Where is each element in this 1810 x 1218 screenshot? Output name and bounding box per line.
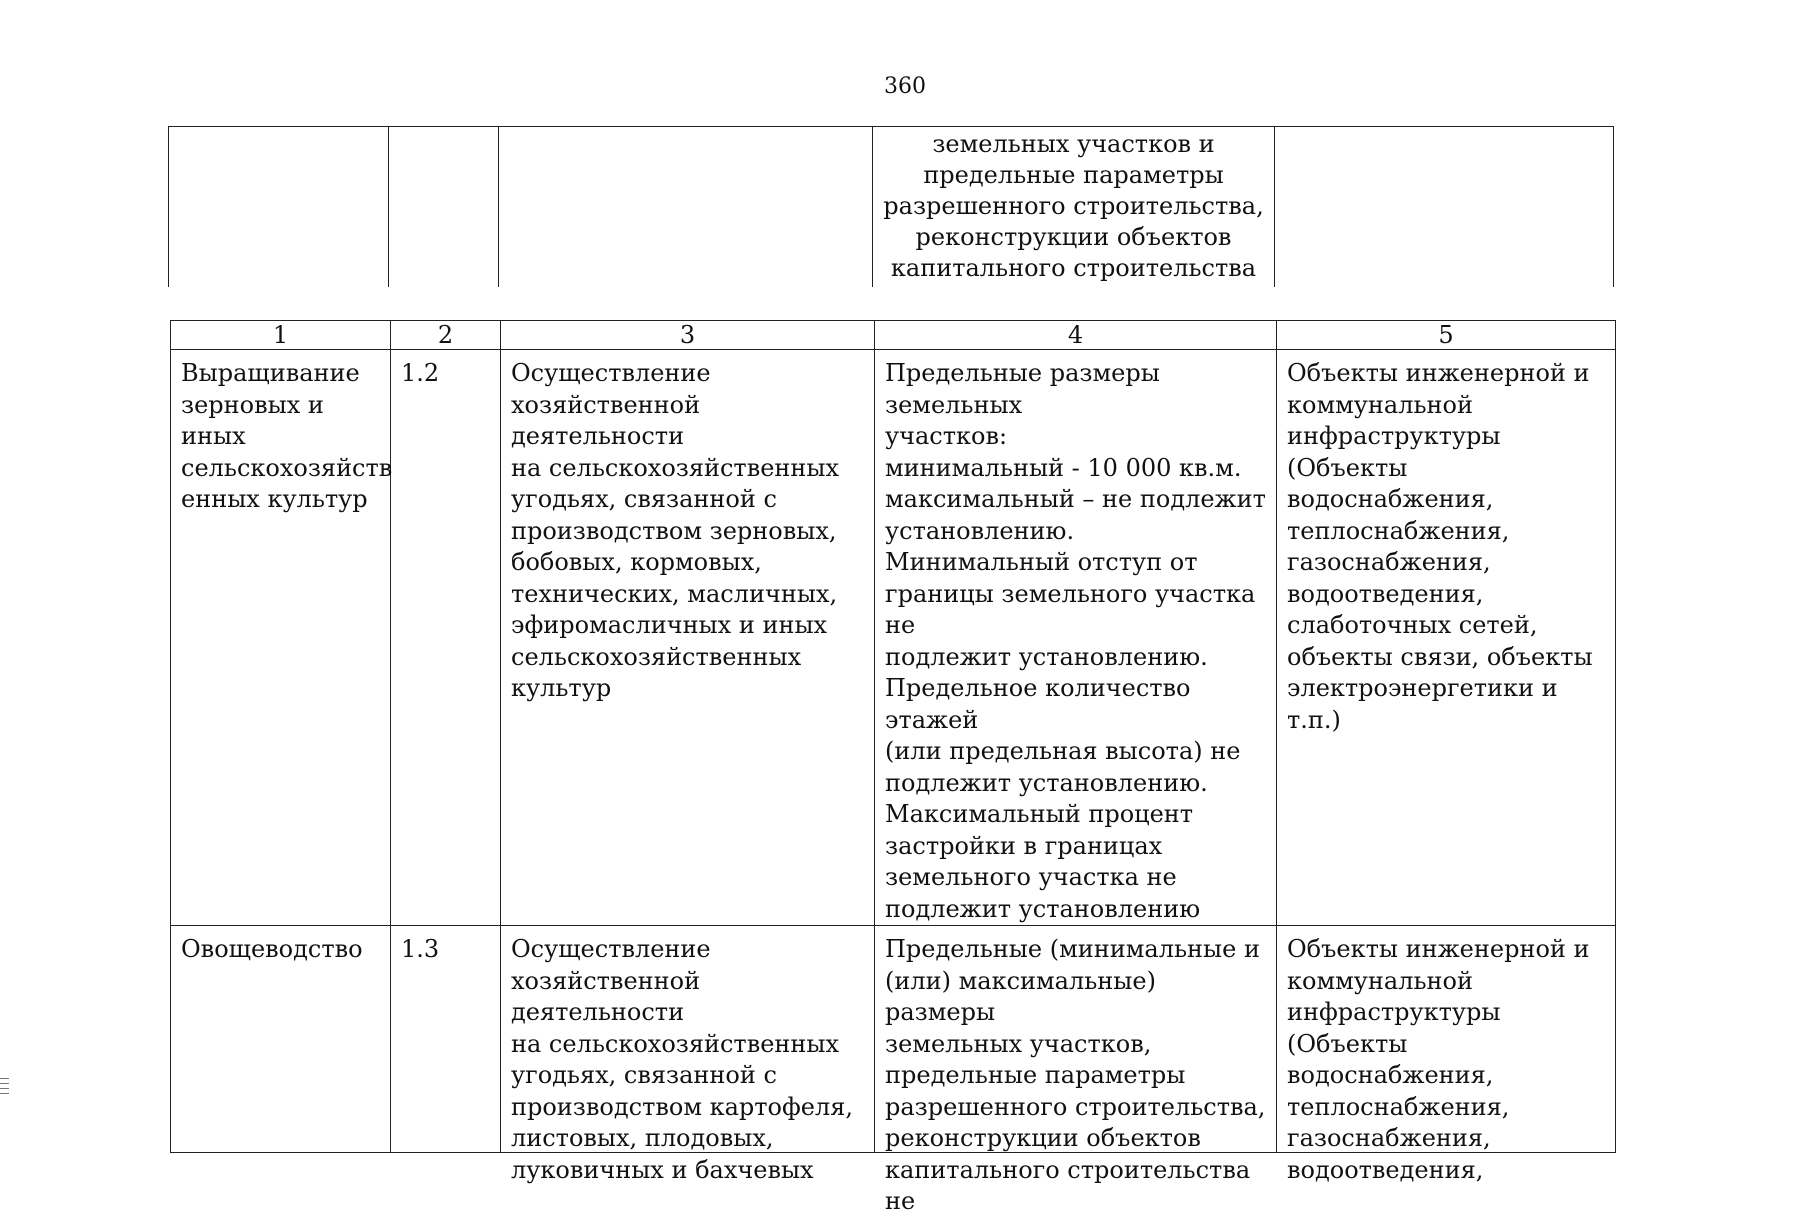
continuation-text: земельных участков и предельные параметры разрешенного строительства, реконструкции объектов капитального строительства: [883, 130, 1264, 282]
land-use-description: Осуществление хозяйственной деятельности на сельскохозяйственных угодьях, связанной с производством зерновых, бобовых, кормовых, технических, масличных, эфиромасличных и иных сельскохозяйственных культур: [511, 359, 840, 702]
scan-margin-mark: [0, 1074, 9, 1098]
continuation-table: [168, 126, 1614, 287]
land-use-name: Овощеводство: [181, 935, 363, 963]
column-number-2: 2: [391, 321, 501, 350]
continuation-cell-1: [169, 127, 389, 288]
table-row: [171, 350, 1616, 926]
zoning-table: [170, 320, 1616, 1215]
land-use-code: 1.3: [401, 935, 440, 963]
continuation-row: [169, 127, 1614, 288]
column-number-1: 1: [171, 321, 391, 350]
page-number: 360: [884, 74, 926, 99]
land-use-parameters: Предельные размеры земельных участков: минимальный - 10 000 кв.м. максимальный – не подлежит установлению. Минимальный отступ от границы земельного участка не подлежит установлению. Предельное количество этажей (или предельная высота) не подлежит установлению. Максимальный процент застройки в границах земельного участка не подлежит установлению: [885, 359, 1266, 923]
land-use-parameters: Предельные (минимальные и (или) максимальные) размеры земельных участков, предельные параметры разрешенного строительства, реконструкции объектов капитального строительства не: [885, 935, 1266, 1215]
column-number-5: 5: [1277, 321, 1616, 350]
table-row: [171, 926, 1616, 1153]
land-use-description: Осуществление хозяйственной деятельности на сельскохозяйственных угодьях, связанной с производством картофеля, листовых, плодовых, луковичных и бахчевых: [511, 935, 854, 1184]
parameters-cell: [875, 926, 1277, 1215]
land-use-name-cell: [171, 926, 391, 1153]
objects-cell: [1277, 350, 1616, 926]
code-cell: [391, 350, 501, 926]
code-cell: [391, 926, 501, 1153]
continuation-cell-3: [499, 127, 873, 288]
column-number-3: 3: [501, 321, 875, 350]
land-use-name-cell: [171, 350, 391, 926]
land-use-code: 1.2: [401, 359, 440, 387]
continuation-cell-5: [1275, 127, 1614, 288]
column-number-row: [171, 321, 1616, 350]
objects-cell: [1277, 926, 1616, 1184]
land-use-objects: Объекты инженерной и коммунальной инфраструктуры (Объекты водоснабжения, теплоснабжения, газоснабжения, водоотведения, слаботочных сетей, объекты связи, объекты электроэнергетики и т.п.): [1287, 359, 1593, 734]
parameters-cell: [875, 350, 1277, 926]
continuation-cell-4: [873, 127, 1275, 288]
description-cell: [501, 350, 875, 926]
land-use-objects: Объекты инженерной и коммунальной инфраструктуры (Объекты водоснабжения, теплоснабжения, газоснабжения, водоотведения,: [1287, 935, 1590, 1184]
continuation-cell-2: [389, 127, 499, 288]
column-number-4: 4: [875, 321, 1277, 350]
description-cell: [501, 926, 875, 1184]
land-use-name: Выращивание зерновых и иных сельскохозяйств енных культур: [181, 359, 393, 513]
